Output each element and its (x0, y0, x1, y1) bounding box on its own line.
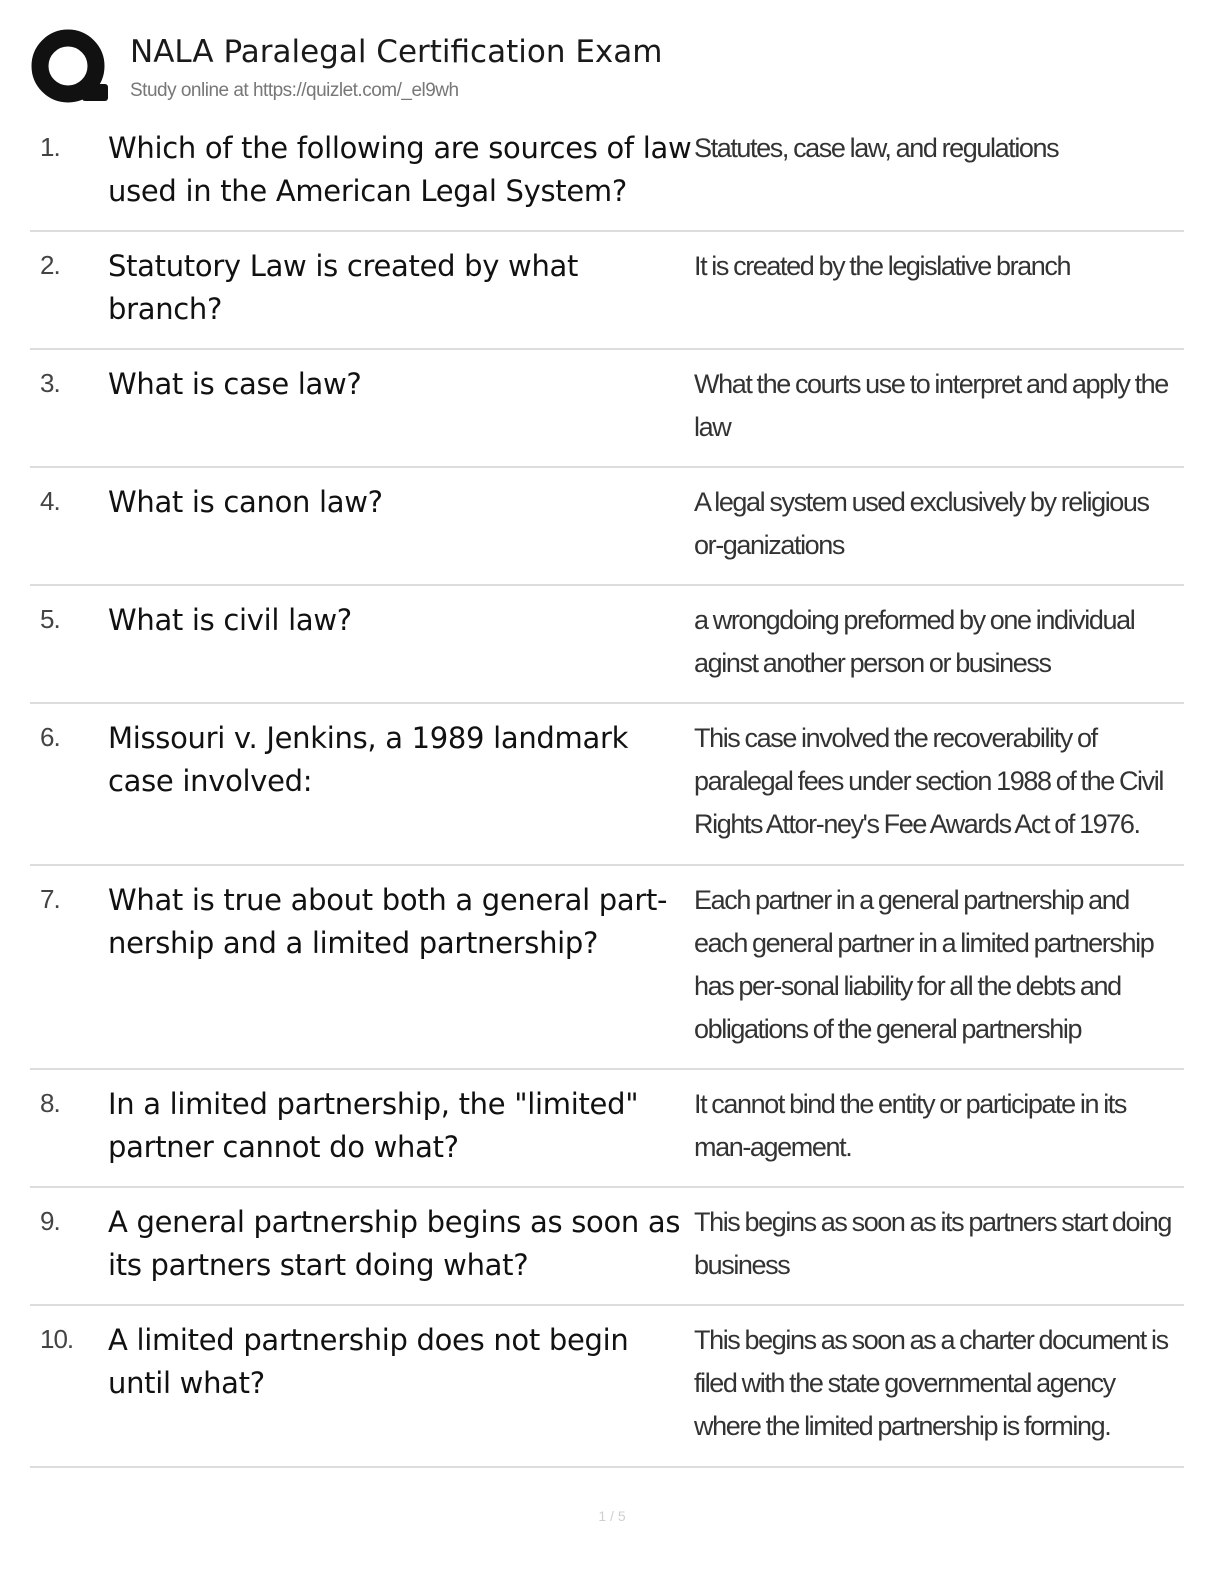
study-online-link[interactable]: Study online at https://quizlet.com/_el9wh (130, 80, 459, 101)
card-number: 6. (40, 722, 60, 752)
card-definition: It is created by the legislative branch (694, 251, 1071, 281)
card-number: 5. (40, 604, 60, 634)
flashcard-row (30, 704, 1184, 866)
flashcard-row (30, 232, 1184, 350)
card-number: 8. (40, 1088, 60, 1118)
card-definition: This begins as soon as a charter document is filed with the state governmental agency where the limited partnership is forming. (694, 1325, 1168, 1441)
flashcard-row (30, 866, 1184, 1070)
card-definition: a wrongdoing preformed by one individual aginst another person or business (694, 605, 1135, 678)
card-number: 1. (40, 132, 60, 162)
card-term: Statutory Law is created by what branch? (108, 249, 579, 326)
card-term: A limited partnership does not begin until what? (108, 1323, 629, 1400)
flashcard-row (30, 1188, 1184, 1306)
flashcard-row (30, 1070, 1184, 1188)
page-number: 1 / 5 (598, 1508, 626, 1524)
card-term: What is case law? (108, 367, 362, 401)
card-definition: Statutes, case law, and regulations (694, 133, 1059, 163)
card-term: In a limited partnership, the "limited" partner cannot do what? (108, 1087, 639, 1164)
document-title: NALA Paralegal Certification Exam (130, 34, 663, 70)
card-term: A general partnership begins as soon as its partners start doing what? (108, 1205, 681, 1282)
quizlet-logo-icon (30, 28, 110, 108)
card-term: What is canon law? (108, 485, 383, 519)
card-definition: This begins as soon as its partners start doing business (694, 1207, 1171, 1280)
card-definition: A legal system used exclusively by religious or-ganizations (694, 487, 1149, 560)
card-definition: This case involved the recoverability of paralegal fees under section 1988 of the Civil Rights Attor-ney's Fee Awards Act of 1976. (694, 723, 1163, 839)
flashcard-row (30, 586, 1184, 704)
flashcard-row (30, 1306, 1184, 1468)
card-number: 10. (40, 1324, 74, 1354)
card-definition: What the courts use to interpret and apply the law (694, 369, 1168, 442)
card-definition: Each partner in a general partnership and each general partner in a limited partnership has per-sonal liability for all the debts and obligations of the general partnership (694, 885, 1154, 1044)
card-term: What is true about both a general part-nership and a limited partnership? (108, 883, 668, 960)
card-term: Which of the following are sources of law used in the American Legal System? (108, 131, 692, 208)
flashcard-row (30, 114, 1184, 232)
card-term: Missouri v. Jenkins, a 1989 landmark case involved: (108, 721, 629, 798)
page-header (30, 28, 1184, 114)
flashcard-row (30, 350, 1184, 468)
card-number: 2. (40, 250, 60, 280)
flashcard-row (30, 468, 1184, 586)
card-number: 7. (40, 884, 60, 914)
flashcard-list (30, 114, 1184, 1468)
card-definition: It cannot bind the entity or participate in its man-agement. (694, 1089, 1126, 1162)
card-number: 9. (40, 1206, 60, 1236)
card-number: 4. (40, 486, 60, 516)
card-term: What is civil law? (108, 603, 352, 637)
card-number: 3. (40, 368, 60, 398)
